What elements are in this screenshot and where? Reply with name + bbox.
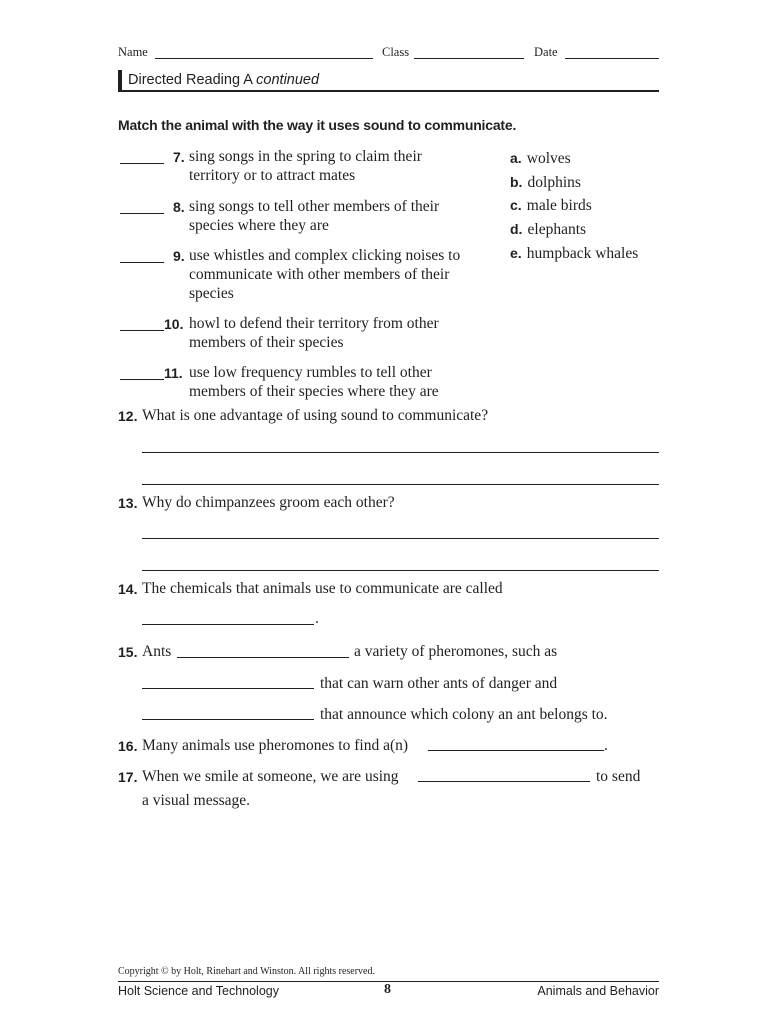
class-label: Class	[382, 45, 410, 59]
answer-blank-7[interactable]	[120, 163, 164, 164]
date-field[interactable]	[565, 58, 659, 59]
page-title	[128, 72, 319, 88]
question-line3: that announce which colony an ant belongs to.	[320, 706, 608, 723]
option-text: elephants	[527, 221, 587, 238]
option-letter: a.	[510, 150, 522, 166]
question-end: .	[604, 737, 608, 754]
item-number: 8.	[173, 199, 185, 215]
answer-blank-11[interactable]	[120, 379, 164, 380]
item-11-line1: use low frequency rumbles to tell other	[189, 364, 432, 381]
question-start: Ants	[142, 643, 172, 660]
answer-line[interactable]	[142, 538, 659, 539]
copyright-notice: Copyright © by Holt, Rinehart and Winston. All rights reserved.	[118, 966, 375, 977]
question-line2: a visual message.	[142, 792, 251, 809]
matching-instruction: Match the animal with the way it uses sound to communicate.	[118, 117, 517, 133]
question-text: Many animals use pheromones to find a(n)	[142, 737, 409, 754]
answer-line[interactable]	[142, 570, 659, 571]
question-number: 13.	[118, 495, 138, 511]
option-item	[510, 148, 571, 169]
footer-right: Animals and Behavior	[537, 984, 659, 998]
answer-blank[interactable]	[418, 781, 590, 782]
item-10-line2: members of their species	[189, 334, 344, 351]
answer-blank-10[interactable]	[120, 330, 164, 331]
item-8-line1: sing songs to tell other members of their	[189, 198, 440, 215]
answer-blank[interactable]	[177, 657, 349, 658]
option-text: male birds	[526, 197, 592, 214]
title-marker	[118, 70, 122, 92]
question-number: 12.	[118, 408, 138, 424]
class-field[interactable]	[414, 58, 524, 59]
question-number: 16.	[118, 738, 138, 754]
name-field[interactable]	[155, 58, 373, 59]
answer-blank[interactable]	[142, 624, 314, 625]
option-item	[510, 219, 586, 240]
footer-left: Holt Science and Technology	[118, 984, 279, 998]
item-7-line1: sing songs in the spring to claim their	[189, 148, 422, 165]
question-mid: a variety of pheromones, such as	[354, 643, 558, 660]
item-7-line2: territory or to attract mates	[189, 167, 356, 184]
answer-blank[interactable]	[142, 719, 314, 720]
item-number: 9.	[173, 248, 185, 264]
option-letter: d.	[510, 221, 523, 237]
question-text: When we smile at someone, we are using	[142, 768, 399, 785]
option-item	[510, 172, 581, 193]
item-number: 11.	[164, 365, 183, 381]
date-label: Date	[534, 45, 558, 59]
item-9-line1: use whistles and complex clicking noises to	[189, 247, 461, 264]
question-text: What is one advantage of using sound to communicate?	[142, 407, 489, 424]
question-end: .	[315, 610, 319, 627]
question-number: 17.	[118, 769, 138, 785]
item-8-line2: species where they are	[189, 217, 329, 234]
answer-blank-8[interactable]	[120, 213, 164, 214]
name-label: Name	[118, 45, 148, 59]
option-letter: e.	[510, 245, 522, 261]
option-letter: c.	[510, 197, 522, 213]
answer-line[interactable]	[142, 452, 659, 453]
question-number: 15.	[118, 644, 138, 660]
option-text: wolves	[526, 150, 571, 167]
item-9-line3: species	[189, 285, 234, 302]
item-number: 7.	[173, 149, 185, 165]
option-letter: b.	[510, 174, 523, 190]
question-line2: that can warn other ants of danger and	[320, 675, 558, 692]
answer-line[interactable]	[142, 484, 659, 485]
option-text: humpback whales	[526, 245, 639, 262]
page-number: 8	[384, 982, 391, 997]
item-11-line2: members of their species where they are	[189, 383, 439, 400]
question-text: The chemicals that animals use to communicate are called	[142, 580, 503, 597]
option-text: dolphins	[527, 174, 581, 191]
option-item	[510, 243, 638, 264]
answer-blank-9[interactable]	[120, 262, 164, 263]
item-number: 10.	[164, 316, 184, 332]
title-main: Directed Reading A	[128, 72, 253, 88]
question-number: 14.	[118, 581, 138, 597]
answer-blank[interactable]	[142, 688, 314, 689]
item-10-line1: howl to defend their territory from other	[189, 315, 439, 332]
question-text: Why do chimpanzees groom each other?	[142, 494, 395, 511]
option-item	[510, 195, 592, 216]
item-9-line2: communicate with other members of their	[189, 266, 450, 283]
title-continued: continued	[256, 72, 320, 88]
question-end: to send	[596, 768, 641, 785]
answer-blank[interactable]	[428, 750, 604, 751]
